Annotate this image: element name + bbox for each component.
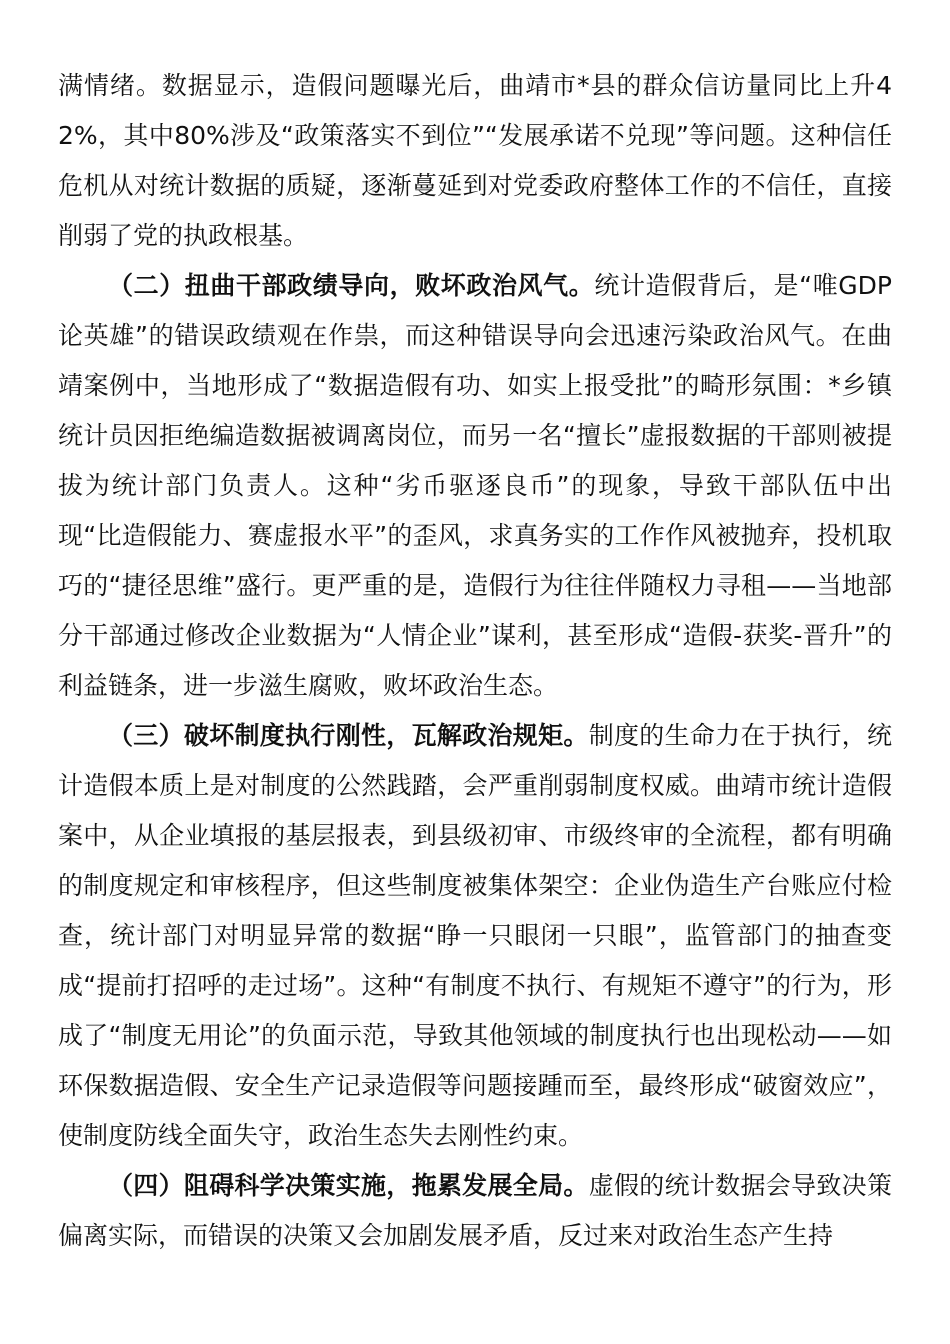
paragraph-2-text: 统计造假背后，是“唯GDP论英雄”的错误政绩观在作祟，而这种错误导向会迅速污染政治风气。在曲靖案例中，当地形成了“数据造假有功、如实上报受批”的畸形氛围：*乡镇统计员因拒绝编造数据被调离岗位，而另一名“擅长”虚报数据的干部则被提拔为统计部门负责人。这种“劣币驱逐良币”的现象，导致干部队伍中出现“比造假能力、赛虚报水平”的歪风，求真务实的工作作风被抛弃，投机取巧的“捷径思维”盛行。更严重的是，造假行为往往伴随权力寻租——当地部分干部通过修改企业数据为“人情企业”谋利，甚至形成“造假-获奖-晋升”的利益链条，进一步滋生腐败，败坏政治生态。 [58, 271, 892, 700]
paragraph-3-text: 制度的生命力在于执行，统计造假本质上是对制度的公然践踏，会严重削弱制度权威。曲靖市统计造假案中，从企业填报的基层报表，到县级初审、市级终审的全流程，都有明确的制度规定和审核程序，但这些制度被集体架空：企业伪造生产台账应付检查，统计部门对明显异常的数据“睁一只眼闭一只眼”，监管部门的抽查变成“提前打招呼的走过场”。这种“有制度不执行、有规矩不遵守”的行为，形成了“制度无用论”的负面示范，导致其他领域的制度执行也出现松动——如环保数据造假、安全生产记录造假等问题接踵而至，最终形成“破窗效应”，使制度防线全面失守，政治生态失去刚性约束。 [58, 721, 892, 1150]
paragraph-4-text: 虚假的统计数据会导致决策偏离实际，而错误的决策又会加剧发展矛盾，反过来对政治生态产生持 [58, 1171, 892, 1250]
paragraph-1-text: 满情绪。数据显示，造假问题曝光后，曲靖市*县的群众信访量同比上升42%，其中80%涉及“政策落实不到位”“发展承诺不兑现”等问题。这种信任危机从对统计数据的质疑，逐渐蔓延到对党委政府整体工作的不信任，直接削弱了党的执政根基。 [58, 71, 892, 250]
document-page [58, 61, 892, 1261]
section-heading-4: （四）阻碍科学决策实施，拖累发展全局。 [108, 1171, 589, 1200]
section-heading-3: （三）破坏制度执行刚性，瓦解政治规矩。 [108, 721, 589, 750]
paragraph-2 [58, 261, 892, 711]
paragraph-4 [58, 1161, 892, 1261]
section-heading-2: （二）扭曲干部政绩导向，败坏政治风气。 [108, 271, 595, 300]
paragraph-3 [58, 711, 892, 1161]
paragraph-1 [58, 61, 892, 261]
